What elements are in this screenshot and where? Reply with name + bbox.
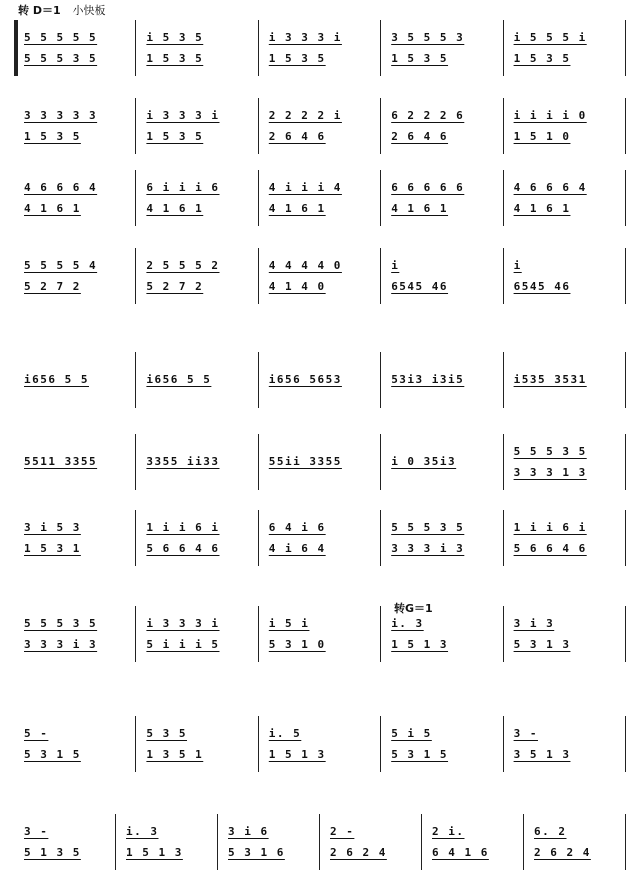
bass-line: 1 5 3 5	[146, 129, 204, 143]
melody-line: 5 -	[24, 726, 49, 740]
barline	[258, 434, 259, 490]
bass-line: 5 6 6 4 6	[513, 541, 587, 555]
key-signature: 转 D＝1	[18, 4, 61, 17]
melody-line: i 0 35i3	[391, 455, 457, 468]
barline	[380, 248, 381, 304]
barline	[258, 352, 259, 408]
barline	[625, 170, 626, 226]
barline	[625, 248, 626, 304]
bass-line: 1 5 3 5	[391, 51, 449, 65]
melody-line: i. 3	[126, 824, 159, 838]
barline	[380, 20, 381, 76]
bass-line: 1 5 1 3	[391, 637, 449, 651]
melody-line: 6 6 6 6 6	[391, 180, 465, 194]
melody-line: 5 5 5 3 5	[391, 520, 465, 534]
barline	[503, 606, 504, 662]
bass-line: 5 3 1 3	[513, 637, 571, 651]
barline	[625, 814, 626, 870]
measure	[265, 604, 379, 664]
barline	[503, 170, 504, 226]
score-row	[14, 714, 626, 774]
melody-line: i. 3	[391, 616, 424, 630]
measure	[142, 18, 256, 78]
key-change-label: 转G＝1	[394, 602, 433, 615]
barline	[380, 98, 381, 154]
barline	[135, 606, 136, 662]
melody-line: 3 -	[513, 726, 538, 740]
barline	[258, 606, 259, 662]
measure	[265, 18, 379, 78]
measure	[326, 812, 420, 872]
score-row	[14, 604, 626, 664]
melody-line: i	[391, 258, 400, 272]
barline	[380, 510, 381, 566]
melody-line: 6 i i i 6	[146, 180, 220, 194]
barline	[625, 606, 626, 662]
repeat-start-barline	[14, 20, 18, 76]
barline	[135, 510, 136, 566]
measure	[265, 714, 379, 774]
barline	[258, 248, 259, 304]
melody-line: 5 3 5	[146, 726, 188, 740]
measure	[20, 604, 134, 664]
measure	[142, 96, 256, 156]
melody-line: i	[513, 258, 522, 272]
score-row	[14, 96, 626, 156]
melody-line: i656 5653	[268, 373, 342, 386]
melody-line: 3 i 5 3	[24, 520, 81, 534]
barline	[380, 434, 381, 490]
bass-line: 5 i i i 5	[146, 637, 220, 651]
melody-line: 2 i.	[432, 824, 465, 838]
measure	[265, 96, 379, 156]
measure	[510, 168, 624, 228]
bass-line: 5 6 6 4 6	[146, 541, 220, 555]
barline	[380, 170, 381, 226]
measure	[510, 246, 624, 306]
bass-line: 2 6 2 4	[330, 845, 387, 859]
bass-line: 6 4 1 6	[432, 845, 489, 859]
melody-line: 3 -	[24, 824, 49, 838]
bass-line: 4 1 4 0	[268, 279, 326, 293]
measure	[510, 604, 624, 664]
barline	[503, 352, 504, 408]
melody-line: 6 2 2 2 6	[391, 108, 465, 122]
bass-line: 3 5 1 3	[513, 747, 571, 761]
bass-line: 5 1 3 5	[24, 845, 81, 859]
melody-line: i 5 5 5 i	[513, 30, 587, 44]
bass-line: 2 6 4 6	[268, 129, 326, 143]
measure	[142, 168, 256, 228]
melody-line: 5 5 5 3 5	[513, 444, 587, 458]
barline	[135, 170, 136, 226]
barline	[625, 510, 626, 566]
barline	[258, 170, 259, 226]
barline	[217, 814, 218, 870]
bass-line: 3 3 3 1 3	[513, 465, 587, 479]
melody-line: 5 5 5 5 4	[24, 258, 98, 272]
bass-line: 1 5 1 0	[513, 129, 571, 143]
measure	[387, 96, 501, 156]
bass-line: 2 6 2 4	[534, 845, 591, 859]
bass-line: 2 6 4 6	[391, 129, 449, 143]
score-row	[14, 812, 626, 872]
measure	[265, 246, 379, 306]
bass-line: 4 1 6 1	[146, 201, 204, 215]
melody-line: i656 5 5	[146, 373, 212, 386]
melody-line: 2 5 5 5 2	[146, 258, 220, 272]
melody-line: 3 3 3 3 3	[24, 108, 98, 122]
score-row	[14, 18, 626, 78]
barline	[625, 98, 626, 154]
measure	[122, 812, 216, 872]
measure	[387, 18, 501, 78]
melody-line: 5511 3355	[24, 455, 98, 468]
measure	[387, 246, 501, 306]
bass-line: 5 2 7 2	[24, 279, 81, 293]
barline	[380, 352, 381, 408]
measure	[387, 508, 501, 568]
score-row	[14, 432, 626, 492]
measure	[142, 246, 256, 306]
bass-line: 4 1 6 1	[391, 201, 449, 215]
barline	[421, 814, 422, 870]
barline	[258, 716, 259, 772]
melody-line: i535 3531	[513, 373, 587, 386]
barline	[503, 98, 504, 154]
melody-line: 3 i 3	[513, 616, 555, 630]
measure	[510, 18, 624, 78]
measure	[510, 96, 624, 156]
score-row	[14, 350, 626, 410]
melody-line: i656 5 5	[24, 373, 89, 386]
measure	[530, 812, 624, 872]
measure	[20, 96, 134, 156]
measure	[387, 432, 501, 492]
barline	[503, 248, 504, 304]
barline	[380, 716, 381, 772]
tempo-term: 小快板	[72, 4, 106, 17]
measure	[20, 18, 134, 78]
measure	[510, 508, 624, 568]
barline	[503, 716, 504, 772]
barline	[625, 352, 626, 408]
bass-line: 5 3 1 6	[228, 845, 285, 859]
melody-line: i 3 3 3 i	[268, 30, 342, 44]
measure	[142, 432, 256, 492]
melody-line: i 3 3 3 i	[146, 108, 220, 122]
melody-line: 1 i i 6 i	[513, 520, 587, 534]
bass-line: 1 3 5 1	[146, 747, 204, 761]
melody-line: 53i3 i3i5	[391, 373, 465, 386]
bass-line: 5 3 1 5	[24, 747, 81, 761]
melody-line: 4 4 4 4 0	[268, 258, 342, 272]
bass-line: 3 3 3 i 3	[391, 541, 465, 555]
melody-line: 6. 2	[534, 824, 567, 838]
barline	[319, 814, 320, 870]
measure	[510, 432, 624, 492]
melody-line: 3355 ii33	[146, 455, 220, 468]
measure	[265, 350, 379, 410]
barline	[625, 434, 626, 490]
measure	[20, 246, 134, 306]
melody-line: i. 5	[268, 726, 302, 740]
score-row	[14, 246, 626, 306]
measure	[142, 350, 256, 410]
melody-line: i i i i 0	[513, 108, 587, 122]
bass-line: 1 5 1 3	[126, 845, 183, 859]
barline	[625, 20, 626, 76]
measure	[142, 508, 256, 568]
barline	[503, 510, 504, 566]
bass-line: 1 5 3 5	[24, 129, 81, 143]
melody-line: 2 2 2 2 i	[268, 108, 342, 122]
measure	[142, 714, 256, 774]
barline	[135, 248, 136, 304]
melody-line: i 3 3 3 i	[146, 616, 220, 630]
barline	[258, 510, 259, 566]
barline	[258, 98, 259, 154]
barline	[135, 20, 136, 76]
bass-line: 1 5 3 5	[268, 51, 326, 65]
bass-line: 6545 46	[513, 279, 571, 293]
melody-line: 5 i 5	[391, 726, 432, 740]
measure	[265, 432, 379, 492]
measure	[20, 432, 134, 492]
melody-line: 5 5 5 5 5	[24, 30, 98, 44]
melody-line: 2 -	[330, 824, 355, 838]
bass-line: 3 3 3 i 3	[24, 637, 98, 651]
melody-line: i 5 3 5	[146, 30, 204, 44]
barline	[380, 606, 381, 662]
melody-line: 4 i i i 4	[268, 180, 342, 194]
bass-line: 1 5 3 5	[146, 51, 204, 65]
melody-line: 3 i 6	[228, 824, 269, 838]
bass-line: 1 5 3 5	[513, 51, 571, 65]
melody-line: 4 6 6 6 4	[513, 180, 587, 194]
bass-line: 6545 46	[391, 279, 449, 293]
melody-line: 1 i i 6 i	[146, 520, 220, 534]
melody-line: 5 5 5 3 5	[24, 616, 98, 630]
bass-line: 5 3 1 5	[391, 747, 449, 761]
bass-line: 1 5 3 1	[24, 541, 81, 555]
melody-line: 55ii 3355	[268, 455, 342, 468]
barline	[503, 20, 504, 76]
bass-line: 4 1 6 1	[268, 201, 326, 215]
measure	[142, 604, 256, 664]
bass-line: 5 3 1 0	[268, 637, 326, 651]
bass-line: 5 2 7 2	[146, 279, 204, 293]
measure	[428, 812, 522, 872]
barline	[625, 716, 626, 772]
bass-line: 4 1 6 1	[24, 201, 81, 215]
score-row	[14, 168, 626, 228]
melody-line: 4 6 6 6 4	[24, 180, 98, 194]
measure	[510, 350, 624, 410]
barline	[115, 814, 116, 870]
measure	[387, 604, 501, 664]
melody-line: i 5 i	[268, 616, 310, 630]
barline	[523, 814, 524, 870]
barline	[135, 716, 136, 772]
bass-line: 1 5 1 3	[268, 747, 326, 761]
measure	[510, 714, 624, 774]
bass-line: 4 i 6 4	[268, 541, 326, 555]
tempo-marking	[18, 2, 105, 18]
bass-line: 5 5 5 3 5	[24, 51, 98, 65]
measure	[20, 168, 134, 228]
barline	[135, 98, 136, 154]
measure	[387, 168, 501, 228]
measure	[387, 714, 501, 774]
measure	[265, 168, 379, 228]
measure	[20, 508, 134, 568]
melody-line: 6 4 i 6	[268, 520, 326, 534]
barline	[258, 20, 259, 76]
score-row	[14, 508, 626, 568]
barline	[503, 434, 504, 490]
barline	[135, 352, 136, 408]
measure	[265, 508, 379, 568]
melody-line: 3 5 5 5 3	[391, 30, 465, 44]
bass-line: 4 1 6 1	[513, 201, 571, 215]
measure	[20, 714, 134, 774]
measure	[20, 812, 114, 872]
barline	[135, 434, 136, 490]
measure	[224, 812, 318, 872]
measure	[387, 350, 501, 410]
measure	[20, 350, 134, 410]
